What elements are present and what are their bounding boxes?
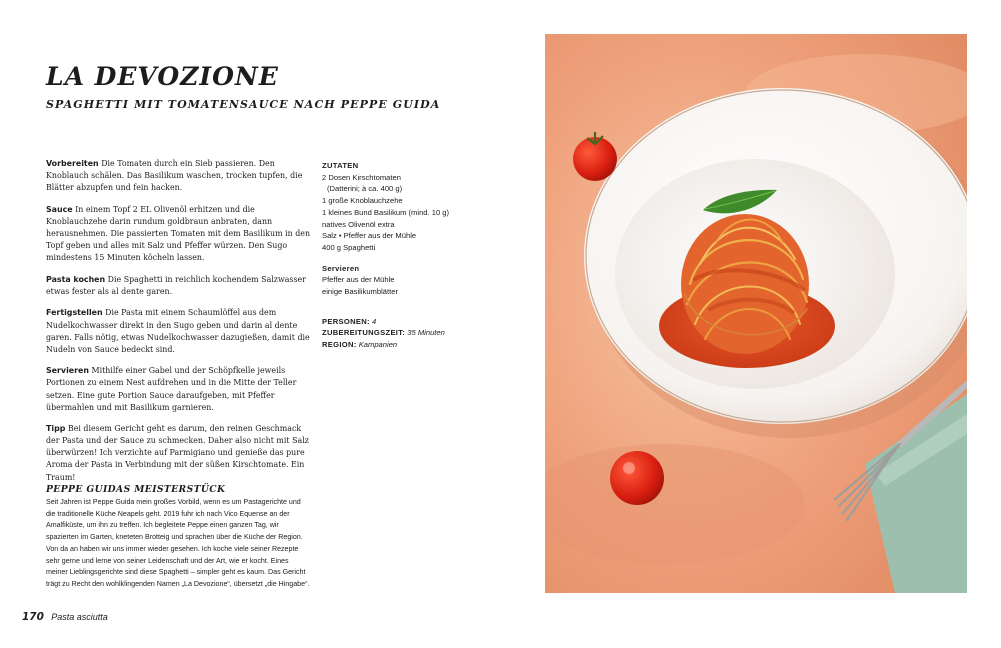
step-paragraph — [46, 158, 312, 194]
meta-region: REGION: Kampanien — [322, 340, 398, 350]
step-text: Bei diesem Gericht geht es darum, den reinen Geschmack der Pasta und der Sauce zu schmecken. Daher also nicht mit Salz überwürzen! Ich verzichte auf Parmigiano und genieße das pure Aroma der Pasta in Verbindung mit der süßen Kirschtomate. Ein Traum! — [46, 424, 309, 482]
step-label: Servieren — [46, 366, 89, 376]
cherry-tomato-bottom — [610, 451, 664, 505]
step-paragraph — [46, 365, 312, 413]
page-footer — [22, 611, 108, 623]
ingredient-line: 2 Dosen Kirschtomaten — [322, 172, 401, 182]
serving-line: einige Basilikumblätter — [322, 287, 398, 297]
master-heading: PEPPE GUIDAS MEISTERSTÜCK — [46, 484, 226, 495]
step-text: In einem Topf 2 EL Olivenöl erhitzen und die Knoblauchzehe darin rundum goldbraun anbraten, dann herausnehmen. Die passierten Tomaten mit dem Basilikum in den Topf geben und alles mit Salz und Pfeffer würzen. Den Sugo mindestens 15 Minuten köcheln lassen. — [46, 204, 311, 263]
ingredients-column — [322, 160, 462, 351]
step-label: Sauce — [46, 204, 73, 214]
step-paragraph — [46, 204, 312, 264]
meta-time: ZUBEREITUNGSZEIT: 35 Minuten — [322, 328, 445, 338]
dish-photo — [545, 34, 967, 593]
section-name: Pasta asciutta — [51, 612, 108, 622]
step-label: Vorbereiten — [46, 159, 99, 168]
ingredient-line: Salz • Pfeffer aus der Mühle — [322, 231, 417, 241]
preparation-steps — [46, 158, 312, 493]
step-text: Die Pasta mit einem Schaumlöffel aus dem Nudelkochwasser direkt in den Sugo geben und darin al dente garen. Falls nötig, etwas Nudelkochwasser dazugießen, damit die Nudeln von Sauce bedeckt sind. — [46, 308, 310, 354]
ingredient-line: 1 große Knoblauchzehe — [322, 196, 403, 206]
step-text: Die Tomaten durch ein Sieb passieren. Den Knoblauch schälen. Das Basilikum waschen, trocken tupfen, die Blätter abzupfen und fein hacken. — [46, 159, 303, 193]
step-label: Fertigstellen — [46, 308, 103, 318]
ingredient-line: natives Olivenöl extra — [322, 219, 395, 229]
meta-persons: PERSONEN: 4 — [322, 316, 377, 326]
serving-heading: Servieren — [322, 263, 360, 273]
step-paragraph — [46, 307, 312, 355]
recipe-title: LA DEVOZIONE — [46, 62, 279, 91]
step-text: Die Spaghetti in reichlich kochendem Salzwasser etwas fester als al dente garen. — [46, 274, 306, 296]
ingredient-line: 400 g Spaghetti — [322, 242, 376, 252]
step-label: Tipp — [46, 424, 66, 434]
step-paragraph — [46, 274, 312, 298]
step-label: Pasta kochen — [46, 274, 106, 284]
ingredient-line: 1 kleines Bund Basilikum (mind. 10 g) — [322, 207, 450, 217]
master-text: Seit Jahren ist Peppe Guida mein großes Vorbild, wenn es um Pastagerichte und die traditionelle Küche Neapels geht. 2019 fuhr ich nach Vico Equense an der Amalfiküste, um ihn zu treffen. Ich begleitete Peppe einen ganzen Tag, wir spazierten im Garten, kneteten Brotteig und sprachen über die Küche der Region. Von da an haben wir uns immer wieder gesehen. Ich koche viele seiner Rezepte sehr gerne und lerne von seiner Leidenschaft und der Art, wie er kocht. Eines meiner Lieblingsgerichte sind diese Spaghetti – simpler geht es kaum. Das Gericht trägt zu Recht den wohlklingenden Namen „La Devozione“, übersetzt „die Hingabe“. — [46, 498, 310, 588]
step-paragraph — [46, 423, 312, 483]
spaghetti-plate-illustration — [545, 34, 967, 593]
spaghetti-nest — [681, 214, 809, 354]
serving-line: Pfeffer aus der Mühle — [322, 275, 395, 285]
ingredient-line: (Datterini; à ca. 400 g) — [327, 184, 403, 194]
page-number: 170 — [22, 611, 44, 623]
step-text: Mithilfe einer Gabel und der Schöpfkelle jeweils Portionen zu einem Nest aufdrehen und in die Mitte der Teller setzen. Eine gute Portion Sauce daraufgeben, mit Pfeffer übermahlen und mit Basilikum garnieren. — [46, 366, 297, 412]
ingredients-heading: ZUTATEN — [322, 161, 359, 170]
recipe-subtitle: SPAGHETTI MIT TOMATENSAUCE NACH PEPPE GUIDA — [46, 98, 441, 111]
